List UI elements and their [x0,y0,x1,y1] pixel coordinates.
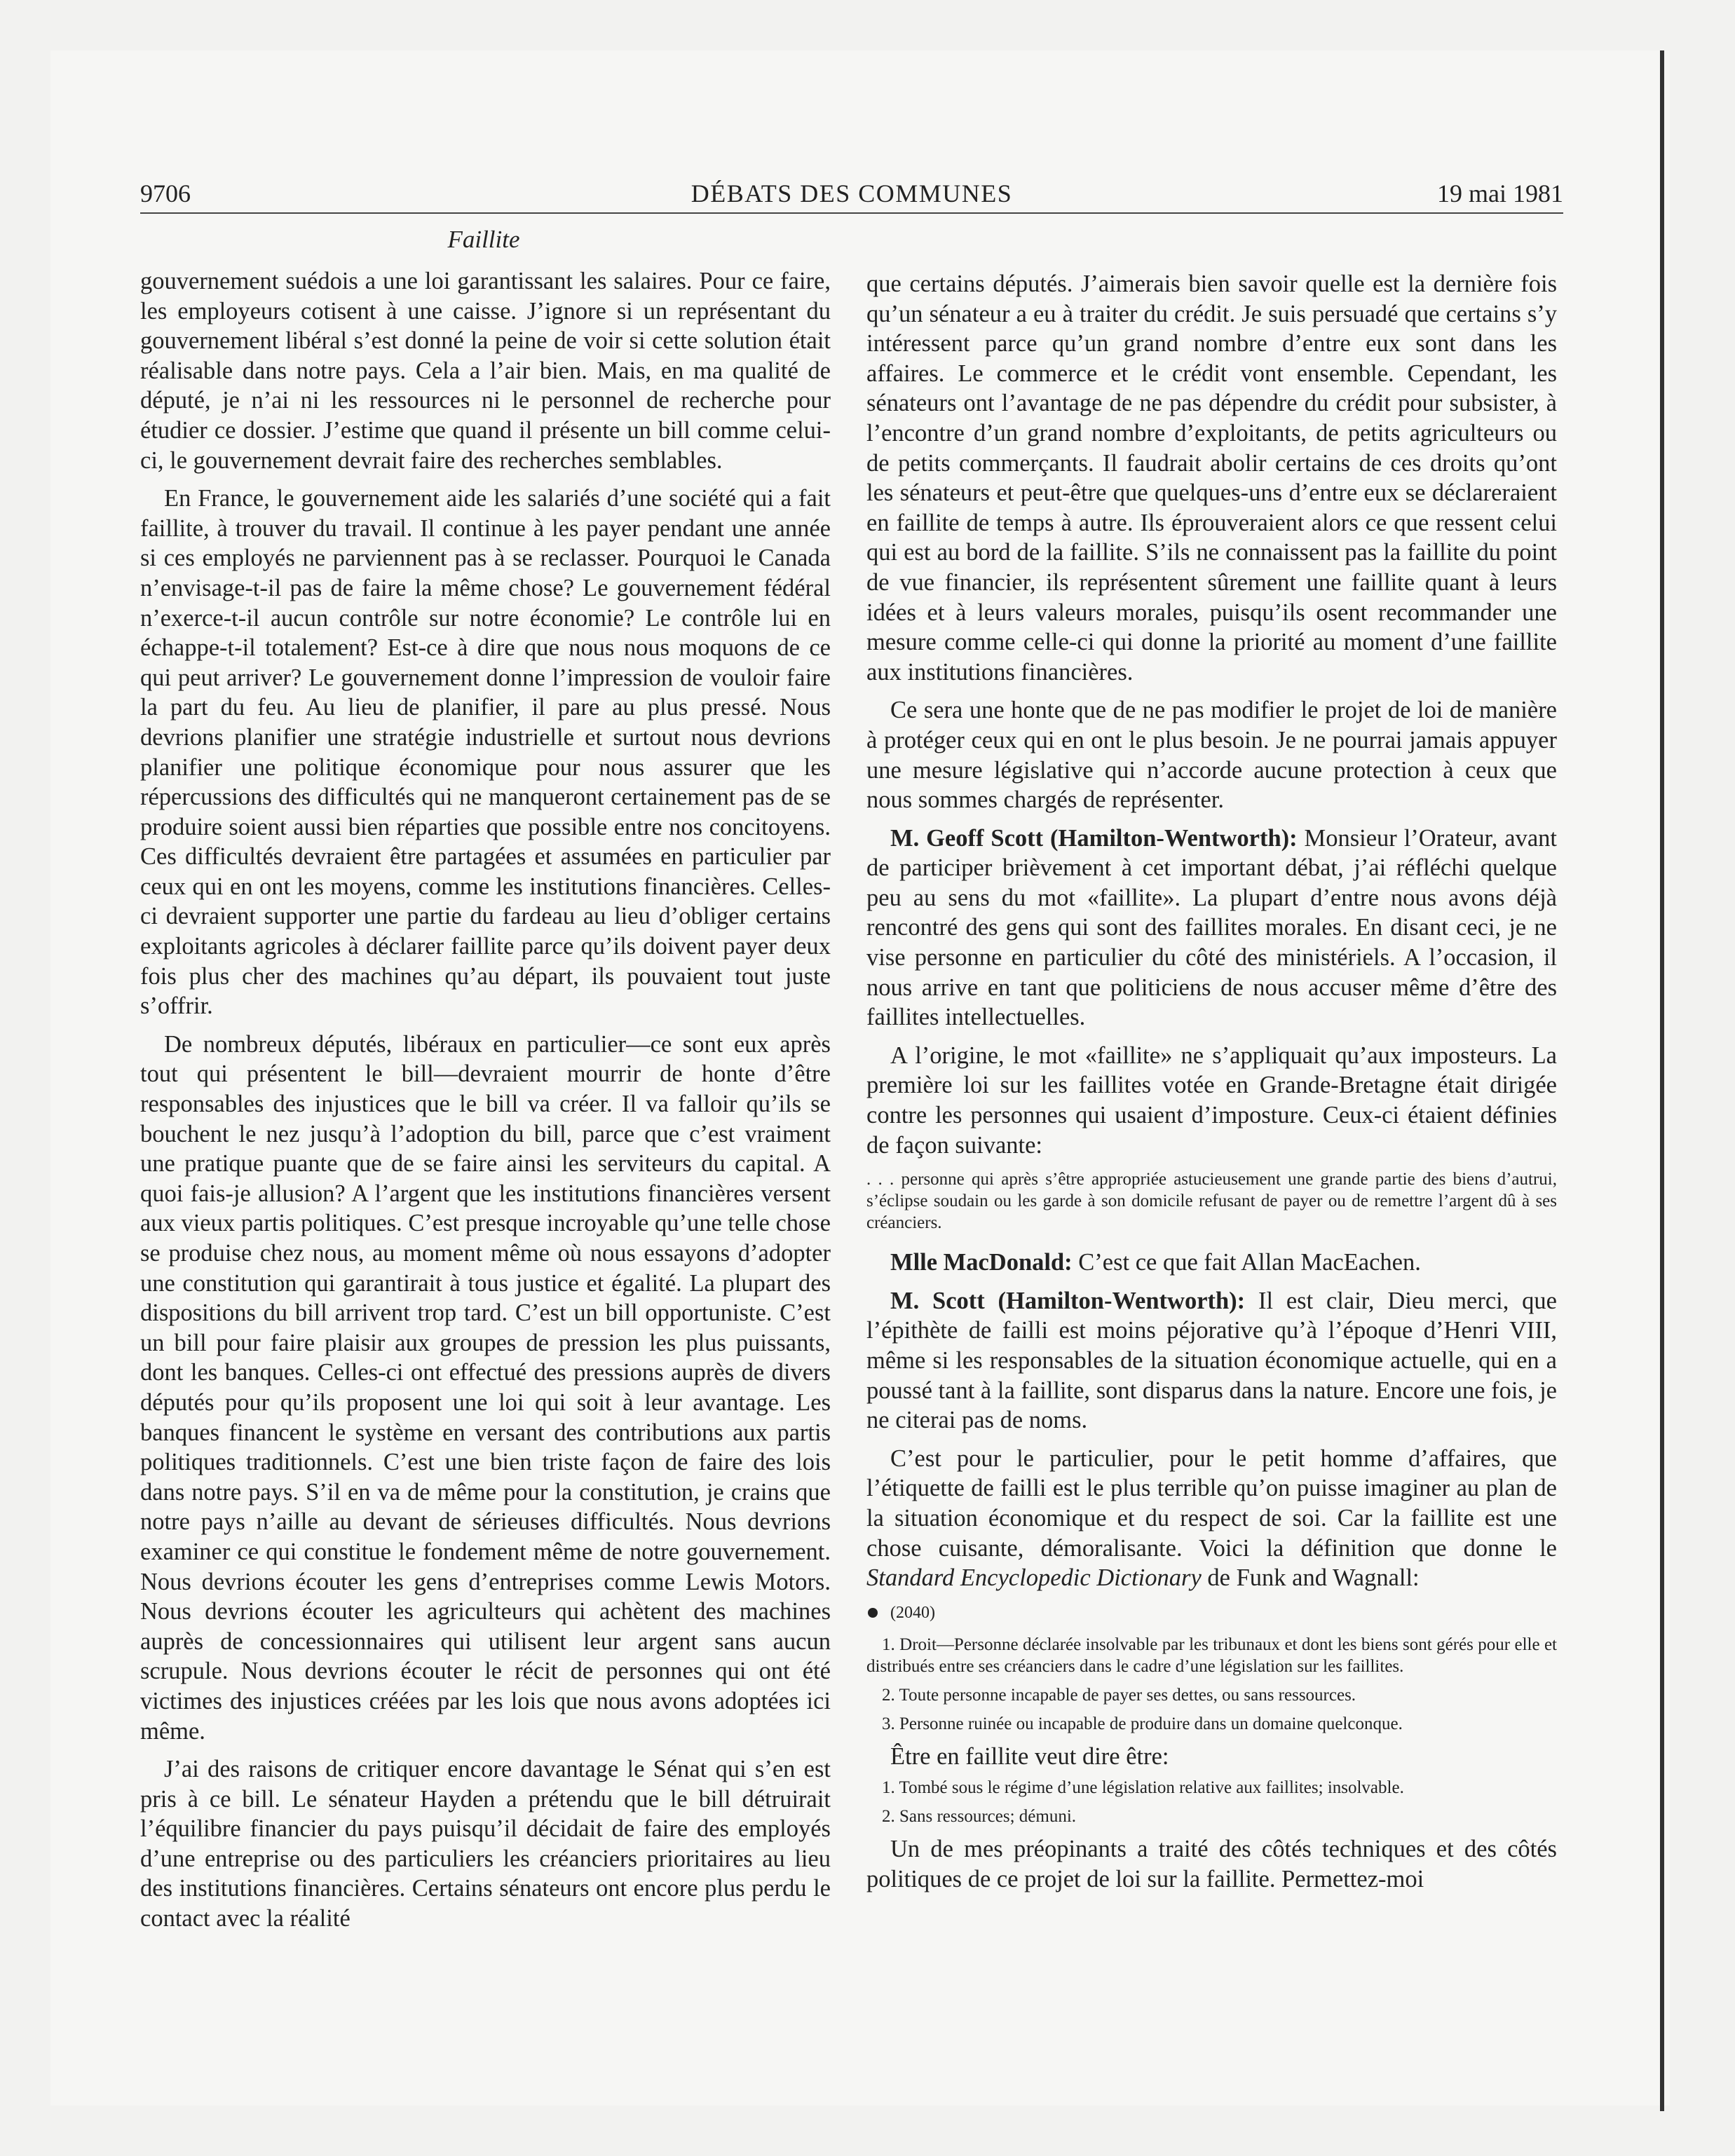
definition-item: 1. Droit—Personne déclarée insolvable par les tribunaux et dont les biens sont gérés pour elle et distribués entre ses créanciers dans le cadre d’une législation sur les faillites. [866,1635,1557,1676]
paragraph: De nombreux députés, libéraux en particulier—ce sont eux après tout qui présentent le bill—devraient mourrir de honte d’être responsables des injustices que le bill va créer. Il va falloir qu’ils se bouchent le nez jusqu’à l’adoption du bill, parce que c’est vraiment une pratique puante que de se faire ainsi les serviteurs du capital. A quoi fais-je allusion? A l’argent que les institutions financières versent aux vieux partis politiques. C’est presque incroyable qu’une telle chose se produise chez nous, au moment même où nous essayons d’adopter une constitution qui garantirait à tous justice et égalité. La plupart des dispositions du bill arrivent trop tard. C’est un bill opportuniste. C’est un bill pour faire plaisir aux groupes de pression les plus puissants, dont les banques. Celles-ci ont effectué des pressions auprès de divers députés pour qu’ils proposent une loi qui soit à leur avantage. Les banques financent le système en versant des contributions aux partis politiques traditionnels. C’est une bien triste façon de faire des lois dans notre pays. S’il en va de même pour la constitution, je crains que notre pays n’aille au devant de sérieuses difficultés. Nous devrions examiner ce qui constitue le fondement même de notre gouvernement. Nous devrions écouter les gens d’entreprises comme Lewis Motors. Nous devrions écouter les agriculteurs qui achètent des machines auprès de concessionnaires qui utilisent leur argent sans aucun scrupule. Nous devrions écouter le récit de personnes qui ont été victimes des injustices créées par les lois que nous avons adoptées ici même. [140,1030,831,1745]
text-run: de Funk and Wagnall: [1201,1564,1420,1592]
speech-scott-2 [866,1286,1557,1435]
left-column [140,266,831,1942]
paragraph: gouvernement suédois a une loi garantissant les salaires. Pour ce faire, les employeurs cotisent à une caisse. J’ignore si un représentant du gouvernement libéral s’est donné la peine de voir si cette solution était réalisable dans notre pays. Cela a l’air bien. Mais, en ma qualité de député, je n’ai ni les ressources ni le personnel de recherche pour étudier ce dossier. J’estime que quand il présente un bill comme celui-ci, le gouvernement devrait faire des recherches semblables. [140,268,831,474]
speech-scott [866,824,1557,1032]
paragraph: A l’origine, le mot «faillite» ne s’appliquait qu’aux imposteurs. La première loi sur les faillites votée en Grande-Bretagne était dirigée contre les personnes qui usaient d’imposture. Ceux-ci étaient définies de façon suivante: [866,1042,1557,1159]
time-marker [866,1602,1557,1624]
text-run: C’est pour le particulier, pour le petit homme d’affaires, que l’étiquette de failli est le plus terrible qu’on puisse imaginer au plan de la situation économique et du respect de soi. Car la faillite est une chose cuisante, démoralisante. Voici la définition que donne le [866,1445,1557,1562]
right-column [866,269,1557,1903]
speech-macdonald [866,1248,1557,1278]
paragraph: Un de mes préopinants a traité des côtés techniques et des côtés politiques de ce projet de loi sur la faillite. Permettez-moi [866,1836,1557,1892]
paragraph: Ce sera une honte que de ne pas modifier le projet de loi de manière à protéger ceux qui en ont le plus besoin. Je ne pourrai jamais appuyer une mesure législative qui n’accorde aucune protection à ceux que nous sommes chargés de représenter. [866,697,1557,814]
time-marker-text: (2040) [890,1603,935,1622]
dictionary-title: Standard Encyclopedic Dictionary [866,1564,1202,1592]
speaker-name: M. Geoff Scott (Hamilton-Wentworth): [890,824,1298,852]
bullet-icon [868,1608,878,1618]
speech-text: Il est clair, Dieu merci, que l’épithète de failli est moins péjorative qu’à l’époque d’Henri VIII, même si les responsables de la situation économique actuelle, qui en a poussé tant à la faillite, sont disparus dans la nature. Encore une fois, je ne citerai pas de noms. [866,1287,1557,1434]
page-edge-shadow [1660,50,1664,2111]
page-header [140,179,1563,214]
definition-item: 3. Personne ruinée ou incapable de produire dans un domaine quelconque. [882,1714,1403,1733]
definition-lead: Être en faillite veut dire être: [890,1742,1169,1770]
page-number: 9706 [140,179,191,207]
speech-text: Monsieur l’Orateur, avant de participer brièvement à cet important débat, j’ai réfléchi quelque peu au sens du mot «faillite». La plupart d’entre nous avons déjà rencontré des gens qui sont des faillites morales. En disant ceci, je ne vise personne en particulier du côté des ministériels. A l’occasion, il nous arrive en tant que politiciens de nous accuser même d’être des faillites intellectuelles. [866,824,1557,1031]
definition-item: 1. Tombé sous le régime d’une législation relative aux faillites; insolvable. [882,1778,1404,1798]
paragraph [866,1444,1557,1593]
section-title: Faillite [447,226,520,253]
paragraph: En France, le gouvernement aide les salariés d’une société qui a fait faillite, à trouver du travail. Il continue à les payer pendant une année si ces employés ne parviennent pas à se reclasser. Pourquoi le Canada n’envisage-t-il pas de faire la même chose? Le gouvernement fédéral n’exerce-t-il aucun contrôle sur notre économie? Le contrôle lui en échappe-t-il totalement? Est-ce à dire que nous nous moquons de ce qui peut arriver? Le gouvernement donne l’impression de vouloir faire la part du feu. Au lieu de planifier, il pare au plus pressé. Nous devrions planifier une stratégie industrielle et surtout nous devrions planifier une politique économique pour nous assurer que les répercussions des difficultés qui ne manqueront certainement pas de se produire soient aussi bien réparties que possible entre nos concitoyens. Ces difficultés devraient être partagées et assumées en particulier par ceux qui en ont les moyens, comme les institutions financières. Celles-ci devraient supporter une partie du fardeau au lieu d’obliger certains exploitants agricoles à déclarer faillite parce qu’ils doivent payer deux fois plus cher des machines qu’au départ, ils pouvaient tout juste s’offrir. [140,485,831,1020]
definition-item: 2. Sans ressources; démuni. [882,1807,1077,1827]
block-quote: . . . personne qui après s’être appropriée astucieusement une grande partie des biens d’autrui, s’éclipse soudain ou les garde à son domicile refusant de payer ou de remettre l’argent dû à ses créanciers. [866,1170,1557,1233]
paragraph: J’ai des raisons de critiquer encore davantage le Sénat qui s’en est pris à ce bill. Le sénateur Hayden a prétendu que le bill détruirait l’équilibre financier du pays puisqu’il décidait de faire des employés d’une entreprise ou des particuliers les créanciers prioritaires au lieu des institutions financières. Certains sénateurs ont encore plus perdu le contact avec la réalité [140,1756,831,1932]
speaker-name: M. Scott (Hamilton-Wentworth): [890,1287,1246,1314]
journal-title: DÉBATS DES COMMUNES [690,179,1013,207]
speech-text: C’est ce que fait Allan MacEachen. [1072,1249,1421,1276]
paragraph: que certains députés. J’aimerais bien savoir quelle est la dernière fois qu’un sénateur a eu à traiter du crédit. Je suis persuadé que certains s’y intéressent parce qu’un grand nombre d’entre eux sont dans les affaires. Le commerce et le crédit vont ensemble. Cependant, les sénateurs ont l’avantage de ne pas dépendre du crédit pour subsister, à l’encontre d’un grand nombre d’exploitants, de petits agriculteurs ou de petits commerçants. Il faudrait abolir certains de ces droits qu’ont les sénateurs et peut-être que quelques-uns d’entre eux se déclareraient en faillite de temps à autre. Ils éprouveraient alors ce que ressent celui qui est au bord de la faillite. S’ils ne connaissent pas la faillite du point de vue financier, ils représentent sûrement une faillite quant à leurs idées et à leurs valeurs morales, puisqu’ils osent recommander une mesure comme celle-ci qui donne la priorité au moment d’une faillite aux institutions financières. [866,271,1557,685]
speaker-name: Mlle MacDonald: [890,1249,1073,1276]
page-date: 19 mai 1981 [1437,179,1563,207]
definition-item: 2. Toute personne incapable de payer ses dettes, ou sans ressources. [882,1685,1356,1705]
